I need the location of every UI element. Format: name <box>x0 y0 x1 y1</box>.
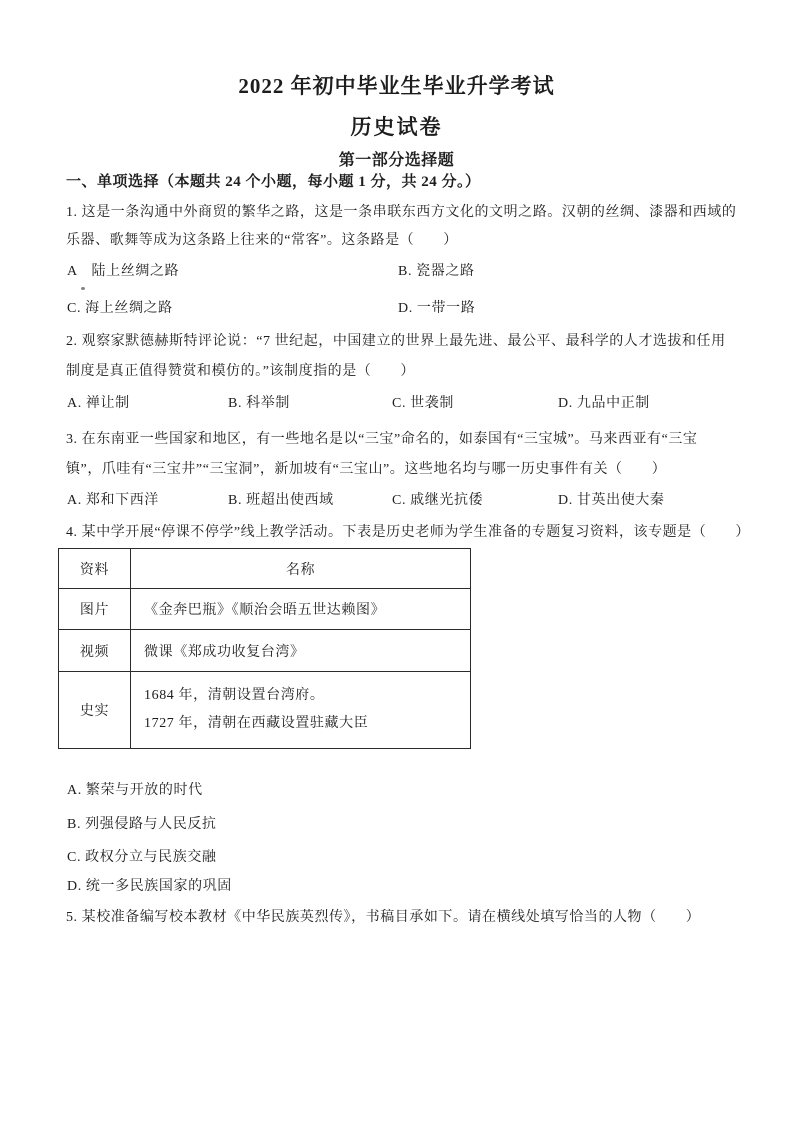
table-row-content: 《金奔巴瓶》《顺治会晤五世达赖图》 <box>131 589 471 630</box>
question-4-resource-table <box>58 548 471 749</box>
question-3-option-a: A. 郑和下西洋 <box>67 493 159 508</box>
table-header-name: 名称 <box>131 549 471 589</box>
table-header-row <box>59 549 471 589</box>
part-heading: 第一部分选择题 <box>338 152 455 169</box>
question-1-option-a: A 陆上丝绸之路 <box>67 264 180 279</box>
question-2-text-line-2: 制度是真正值得赞赏和模仿的。”该制度指的是（ ） <box>66 364 415 379</box>
question-3-option-b: B. 班超出使西域 <box>228 493 334 508</box>
question-3-text-line-2: 镇”，爪哇有“三宝井”“三宝洞”，新加坡有“三宝山”。这些地名均与哪一历史事件有关（ ） <box>66 462 667 477</box>
question-3-text-line-1: 3. 在东南亚一些国家和地区，有一些地名是以“三宝”命名的，如泰国有“三宝城”。马来西亚有“三宝 <box>66 432 698 447</box>
question-4-option-c: C. 政权分立与民族交融 <box>67 850 217 865</box>
page-title: 2022 年初中毕业生毕业升学考试 <box>238 74 555 98</box>
table-row <box>59 672 471 749</box>
question-4-option-row-a <box>0 781 793 801</box>
question-1-option-c: C. 海上丝绸之路 <box>67 301 173 316</box>
question-2-option-a: A. 禅让制 <box>67 396 130 411</box>
section-heading: 一、单项选择（本题共 24 个小题，每小题 1 分，共 24 分。） <box>66 174 481 190</box>
table-row <box>59 630 471 672</box>
question-4-option-row-b <box>0 815 793 835</box>
question-4-option-row-c <box>0 848 793 868</box>
table-fact-line-1: 1684 年，清朝设置台湾府。 <box>144 688 325 703</box>
scan-artifact-dot <box>81 287 85 290</box>
question-4-text-line-1: 4. 某中学开展“停课不停学”线上教学活动。下表是历史老师为学生准备的专题复习资料，该专题是（ ） <box>66 525 750 540</box>
question-3-option-d: D. 甘英出使大秦 <box>558 493 665 508</box>
question-2-option-c: C. 世袭制 <box>392 396 454 411</box>
question-1-text-line-1: 1. 这是一条沟通中外商贸的繁华之路，这是一条串联东西方文化的文明之路。汉朝的丝绸、漆器和西域的 <box>66 205 737 220</box>
question-3-option-c: C. 戚继光抗倭 <box>392 493 484 508</box>
table-row <box>59 589 471 630</box>
question-1-options-row-1 <box>0 262 793 282</box>
question-1-text-line-2: 乐器、歌舞等成为这条路上往来的“常客”。这条路是（ ） <box>66 233 458 248</box>
question-4-option-a: A. 繁荣与开放的时代 <box>67 783 203 798</box>
table-row-label: 图片 <box>59 589 131 630</box>
question-1-option-b: B. 瓷器之路 <box>398 264 475 279</box>
question-3-options-row <box>0 491 793 511</box>
question-2-options-row <box>0 394 793 414</box>
question-4-option-b: B. 列强侵路与人民反抗 <box>67 817 217 832</box>
question-2-option-d: D. 九品中正制 <box>558 396 650 411</box>
question-1-option-d: D. 一带一路 <box>398 301 476 316</box>
table-row-label: 史实 <box>59 672 131 749</box>
question-4-option-d: D. 统一多民族国家的巩固 <box>67 879 232 894</box>
paper-subtitle: 历史试卷 <box>350 115 443 139</box>
table-header-resource: 资料 <box>59 549 131 589</box>
table-fact-line-2: 1727 年，清朝在西藏设置驻藏大臣 <box>144 716 369 731</box>
table-row-content <box>131 672 471 749</box>
question-4-option-row-d <box>0 877 793 897</box>
table-row-content: 微课《郑成功收复台湾》 <box>131 630 471 672</box>
question-1-options-row-2 <box>0 299 793 319</box>
table-row-label: 视频 <box>59 630 131 672</box>
question-2-text-line-1: 2. 观察家默德赫斯特评论说：“7 世纪起，中国建立的世界上最先进、最公平、最科学的人才选拔和任用 <box>66 334 726 349</box>
question-5-text-line-1: 5. 某校准备编写校本教材《中华民族英烈传》，书稿目承如下。请在横线处填写恰当的人物（ ） <box>66 910 701 925</box>
question-2-option-b: B. 科举制 <box>228 396 290 411</box>
